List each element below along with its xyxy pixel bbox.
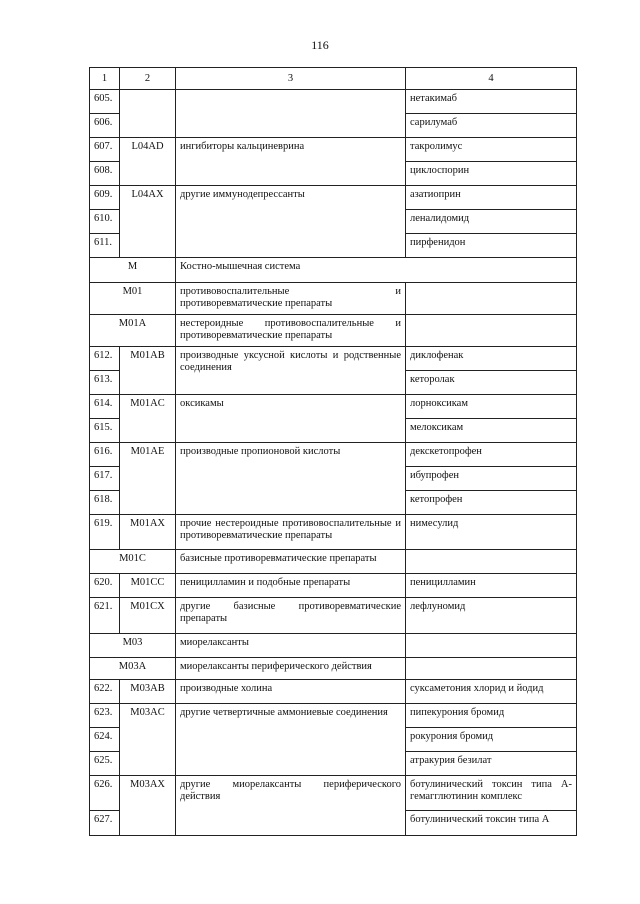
atc-code: M01C xyxy=(90,550,176,574)
group-row xyxy=(90,658,577,680)
row-number: 615. xyxy=(90,419,120,443)
group-name-line: нестероидные противовоспалительные и xyxy=(180,318,401,329)
atc-code: M03AC xyxy=(120,704,176,776)
group-name: другие иммунодепрессанты xyxy=(176,186,406,258)
table-row xyxy=(90,347,577,371)
group-name-line: противовоспалительные и xyxy=(180,286,401,297)
table-row xyxy=(90,574,577,598)
atc-code: M01CC xyxy=(120,574,176,598)
group-name xyxy=(176,315,406,347)
table-row xyxy=(90,395,577,419)
atc-code: M03AB xyxy=(120,680,176,704)
group-name: миорелаксанты периферического действия xyxy=(176,658,406,680)
drug-name: пипекурония бромид xyxy=(406,704,577,728)
drug-name xyxy=(406,315,577,347)
group-name xyxy=(176,283,406,315)
atc-code: M01CX xyxy=(120,598,176,634)
atc-code: L04AD xyxy=(120,138,176,186)
atc-code: M03AX xyxy=(120,776,176,836)
group-name: прочие нестероидные противовоспалительные и противоревматические препараты xyxy=(176,515,406,550)
header-col-4: 4 xyxy=(406,68,577,90)
row-number: 606. xyxy=(90,114,120,138)
drug-name: такролимус xyxy=(406,138,577,162)
group-name xyxy=(176,90,406,138)
header-col-3: 3 xyxy=(176,68,406,90)
drug-name xyxy=(406,283,577,315)
atc-code: L04AX xyxy=(120,186,176,258)
group-name: ингибиторы кальциневрина xyxy=(176,138,406,186)
atc-code: M01A xyxy=(90,315,176,347)
row-number: 609. xyxy=(90,186,120,210)
table-row xyxy=(90,443,577,467)
drug-name: декскетопрофен xyxy=(406,443,577,467)
atc-code: M01AE xyxy=(120,443,176,515)
drug-table xyxy=(89,67,577,836)
drug-name: циклоспорин xyxy=(406,162,577,186)
group-name: производные холина xyxy=(176,680,406,704)
drug-name: рокурония бромид xyxy=(406,728,577,752)
group-name: производные пропионовой кислоты xyxy=(176,443,406,515)
atc-code: M01AX xyxy=(120,515,176,550)
row-number: 625. xyxy=(90,752,120,776)
row-number: 613. xyxy=(90,371,120,395)
header-row xyxy=(90,68,577,90)
drug-name: лорноксикам xyxy=(406,395,577,419)
drug-name xyxy=(406,634,577,658)
drug-name: кеторолак xyxy=(406,371,577,395)
group-name: миорелаксанты xyxy=(176,634,406,658)
table-row xyxy=(90,776,577,811)
row-number: 622. xyxy=(90,680,120,704)
table-row xyxy=(90,680,577,704)
drug-name: пеницилламин xyxy=(406,574,577,598)
atc-code: M03A xyxy=(90,658,176,680)
atc-code: M03 xyxy=(90,634,176,658)
atc-code: M xyxy=(90,258,176,283)
group-name-line: противоревматические препараты xyxy=(180,298,333,309)
row-number: 620. xyxy=(90,574,120,598)
drug-name: атракурия безилат xyxy=(406,752,577,776)
group-name: другие четвертичные аммониевые соединения xyxy=(176,704,406,776)
row-number: 614. xyxy=(90,395,120,419)
row-number: 610. xyxy=(90,210,120,234)
row-number: 611. xyxy=(90,234,120,258)
drug-name: пирфенидон xyxy=(406,234,577,258)
page-number: 116 xyxy=(311,38,329,52)
drug-name: суксаметония хлорид и йодид xyxy=(406,680,577,704)
drug-name: сарилумаб xyxy=(406,114,577,138)
row-number: 621. xyxy=(90,598,120,634)
group-name-line: противоревматические препараты xyxy=(180,330,333,341)
row-number: 607. xyxy=(90,138,120,162)
group-name: Костно-мышечная система xyxy=(176,258,577,283)
table-row xyxy=(90,90,577,114)
drug-name: ибупрофен xyxy=(406,467,577,491)
atc-code xyxy=(120,90,176,138)
drug-name xyxy=(406,550,577,574)
table-row xyxy=(90,186,577,210)
atc-code: M01 xyxy=(90,283,176,315)
drug-name: нимесулид xyxy=(406,515,577,550)
group-row xyxy=(90,315,577,347)
group-row xyxy=(90,283,577,315)
drug-name: ботулинический токсин типа A xyxy=(406,811,577,836)
group-name: пеницилламин и подобные препараты xyxy=(176,574,406,598)
atc-code: M01AC xyxy=(120,395,176,443)
drug-name: ботулинический токсин типа A-гемагглютинин комплекс xyxy=(406,776,577,811)
group-name: базисные противоревматические препараты xyxy=(176,550,406,574)
group-name: оксикамы xyxy=(176,395,406,443)
group-row xyxy=(90,634,577,658)
group-row xyxy=(90,550,577,574)
header-col-2: 2 xyxy=(120,68,176,90)
row-number: 618. xyxy=(90,491,120,515)
drug-name: нетакимаб xyxy=(406,90,577,114)
drug-name: азатиоприн xyxy=(406,186,577,210)
row-number: 617. xyxy=(90,467,120,491)
row-number: 623. xyxy=(90,704,120,728)
drug-name: кетопрофен xyxy=(406,491,577,515)
row-number: 616. xyxy=(90,443,120,467)
drug-name: диклофенак xyxy=(406,347,577,371)
group-name: другие базисные противоревматические препараты xyxy=(176,598,406,634)
row-number: 619. xyxy=(90,515,120,550)
table-row xyxy=(90,138,577,162)
group-name: другие миорелаксанты периферического действия xyxy=(176,776,406,836)
row-number: 612. xyxy=(90,347,120,371)
drug-name: лефлуномид xyxy=(406,598,577,634)
drug-name xyxy=(406,658,577,680)
table-row xyxy=(90,515,577,550)
group-row xyxy=(90,258,577,283)
drug-name: леналидомид xyxy=(406,210,577,234)
table-row xyxy=(90,598,577,634)
atc-code: M01AB xyxy=(120,347,176,395)
row-number: 605. xyxy=(90,90,120,114)
table-row xyxy=(90,704,577,728)
row-number: 627. xyxy=(90,811,120,836)
header-col-1: 1 xyxy=(90,68,120,90)
group-name: производные уксусной кислоты и родственные соединения xyxy=(176,347,406,395)
row-number: 608. xyxy=(90,162,120,186)
row-number: 624. xyxy=(90,728,120,752)
row-number: 626. xyxy=(90,776,120,811)
drug-name: мелоксикам xyxy=(406,419,577,443)
